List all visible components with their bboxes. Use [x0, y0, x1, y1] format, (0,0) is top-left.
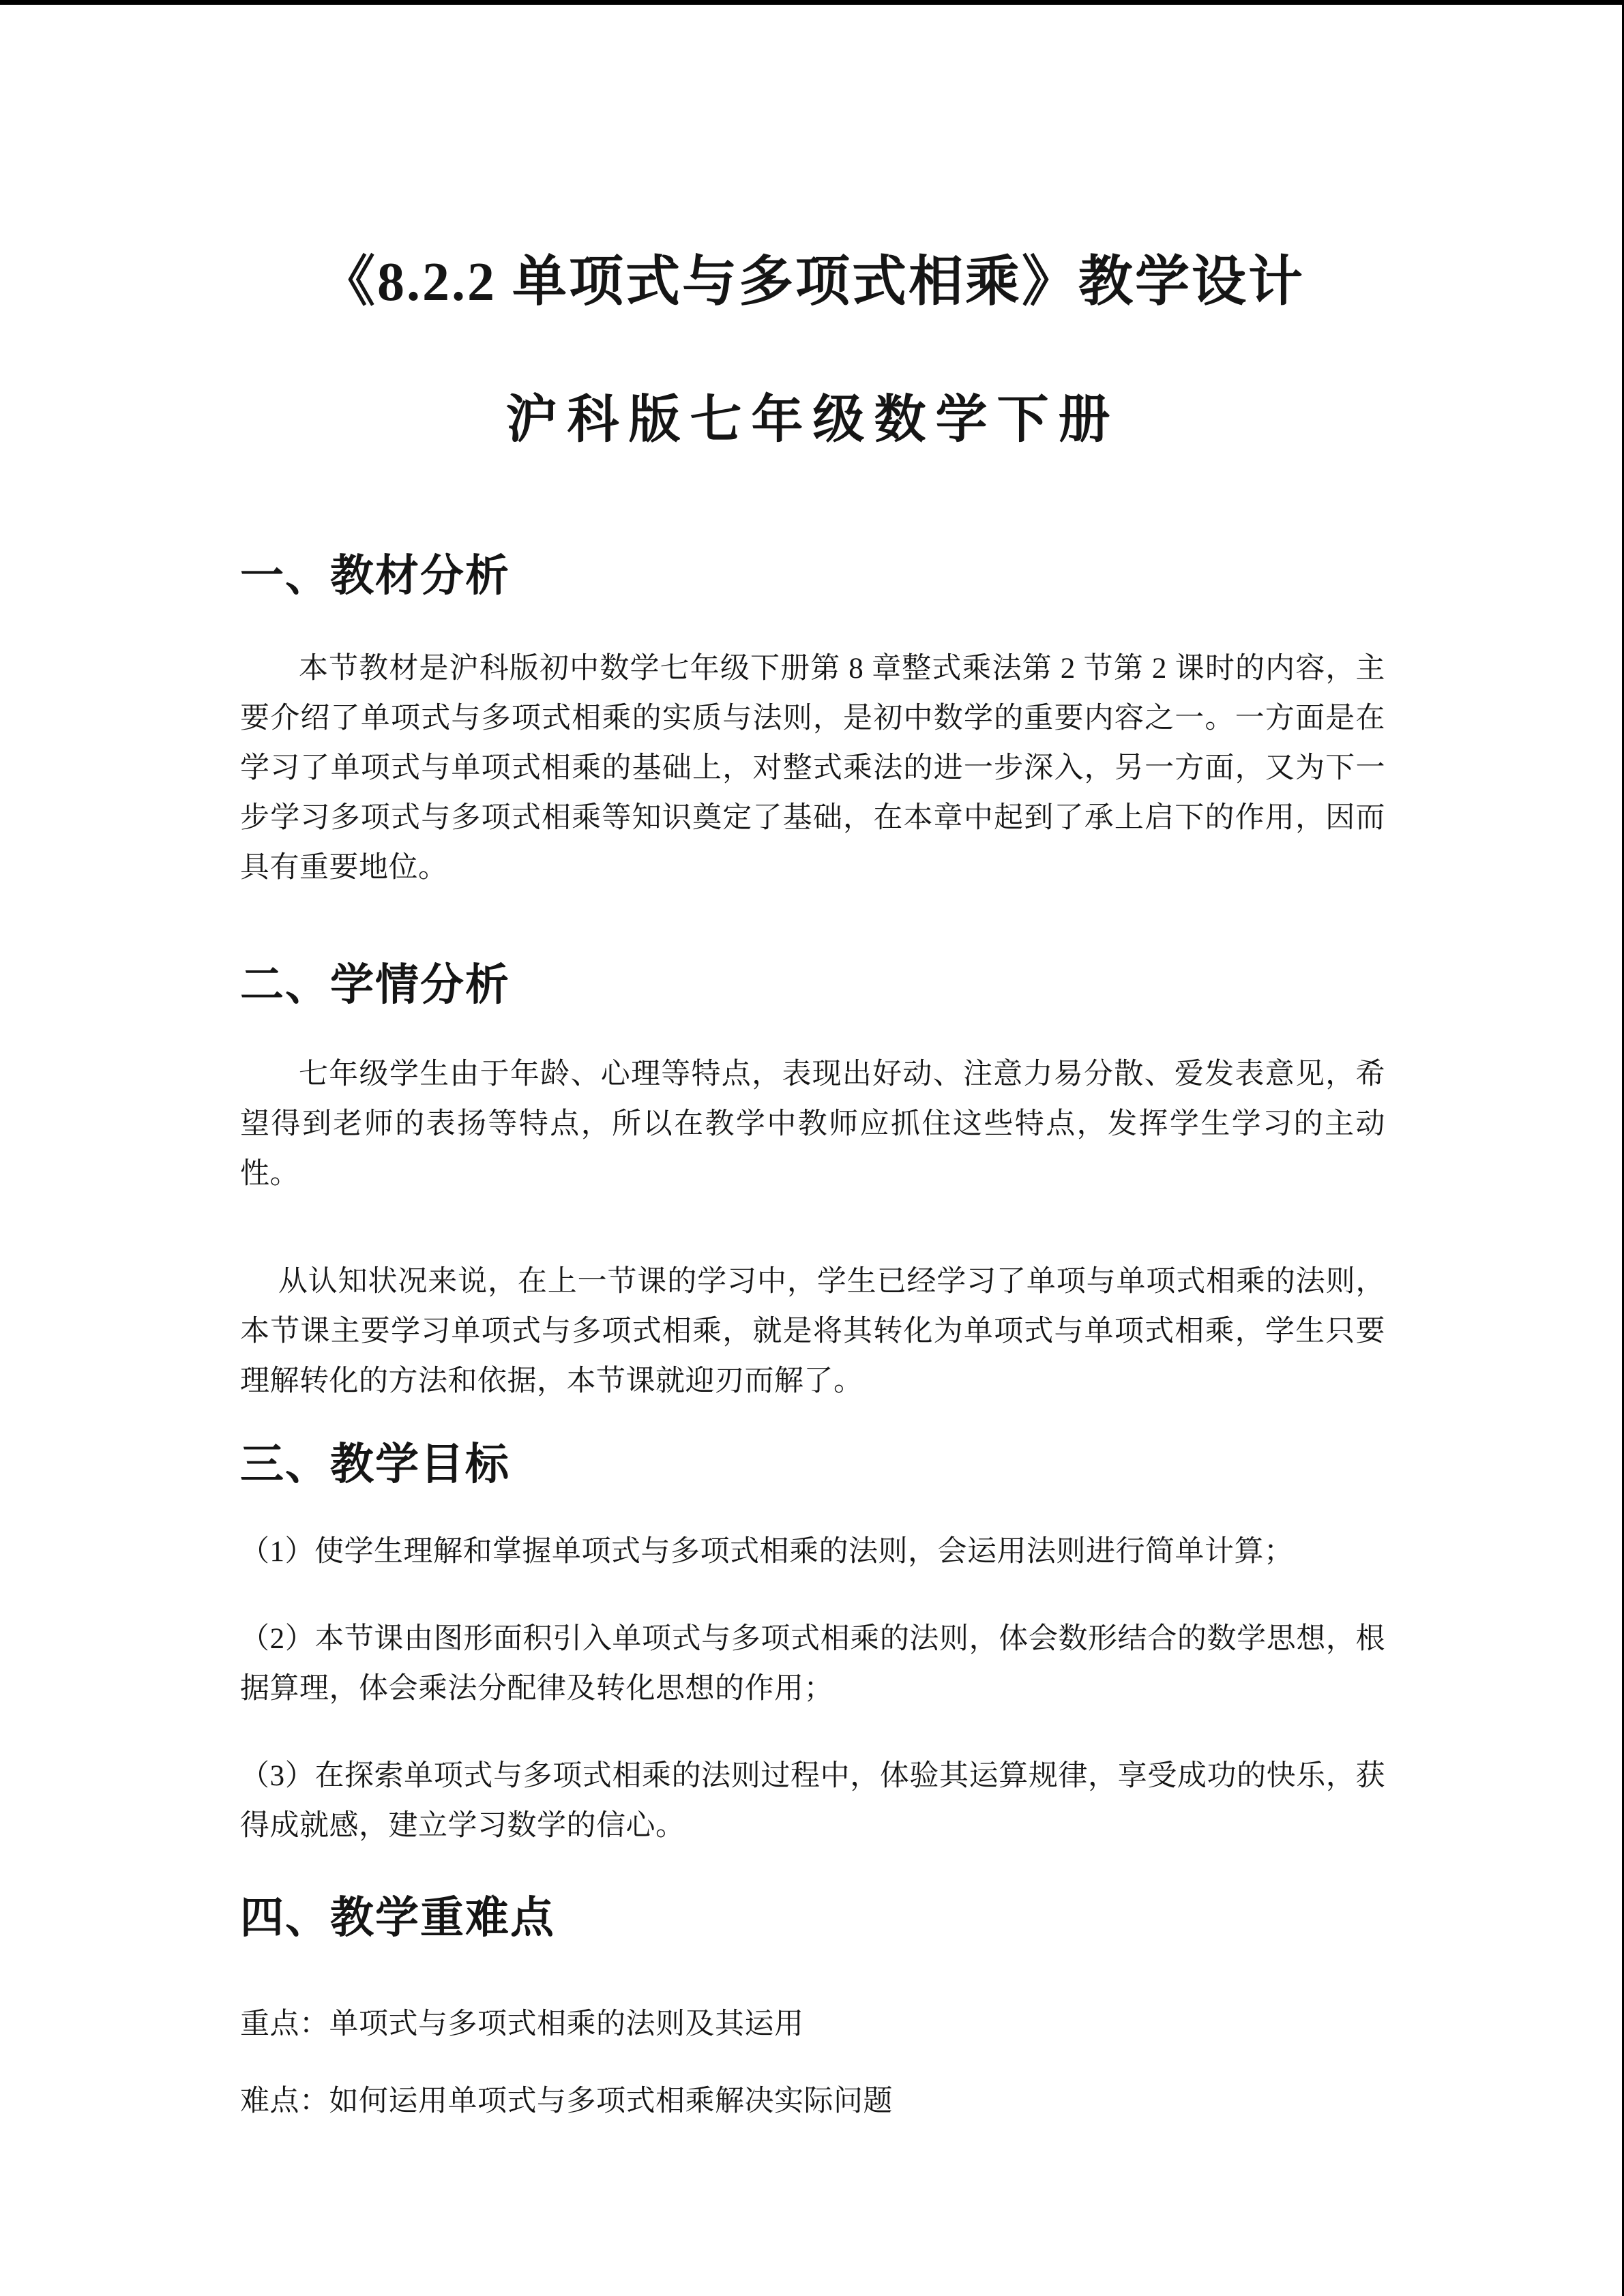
paragraph-difficult-point: 难点：如何运用单项式与多项式相乘解决实际问题 [240, 2085, 893, 2117]
document-title: 《8.2.2 单项式与多项式相乘》教学设计 [321, 252, 1305, 312]
document-subtitle: 沪科版七年级数学下册 [505, 391, 1120, 449]
paragraph-goal-2: （2）本节课由图形面积引入单项式与多项式相乘的法则，体会数形结合的数学思想，根据算理，体会乘法分配律及转化思想的作用； [240, 1622, 1385, 1705]
paragraph-cognitive-status: 从认知状况来说，在上一节课的学习中，学生已经学习了单项与单项式相乘的法则，本节课主要学习单项式与多项式相乘，就是将其转化为单项式与单项式相乘，学生只要理解转化的方法和依据，本节课就迎刃而解了。 [240, 1265, 1385, 1397]
section-heading-key-difficult-points: 四、教学重难点 [240, 1892, 555, 1942]
document-content [240, 0, 1385, 2126]
section-heading-teaching-goals: 三、教学目标 [240, 1439, 510, 1489]
paragraph-textbook-analysis: 本节教材是沪科版初中数学七年级下册第 8 章整式乘法第 2 节第 2 课时的内容，主要介绍了单项式与多项式相乘的实质与法则，是初中数学的重要内容之一。一方面是在学习了单项式与单项式相乘的基础上，对整式乘法的进一步深入，另一方面，又为下一步学习多项式与多项式相乘等知识奠定了基础，在本章中起到了承上启下的作用，因而具有重要地位。 [240, 652, 1385, 884]
section-heading-learner-analysis: 二、学情分析 [240, 959, 510, 1009]
section-heading-textbook-analysis: 一、教材分析 [240, 550, 510, 600]
paragraph-goal-3: （3）在探索单项式与多项式相乘的法则过程中，体验其运算规律，享受成功的快乐，获得成就感，建立学习数学的信心。 [240, 1759, 1385, 1842]
paragraph-learner-traits: 七年级学生由于年龄、心理等特点，表现出好动、注意力易分散、爱发表意见，希望得到老师的表扬等特点，所以在教学中教师应抓住这些特点，发挥学生学习的主动性。 [240, 1058, 1385, 1190]
paragraph-goal-1: （1）使学生理解和掌握单项式与多项式相乘的法则，会运用法则进行简单计算； [240, 1535, 1294, 1568]
paragraph-key-point: 重点：单项式与多项式相乘的法则及其运用 [240, 2008, 804, 2040]
